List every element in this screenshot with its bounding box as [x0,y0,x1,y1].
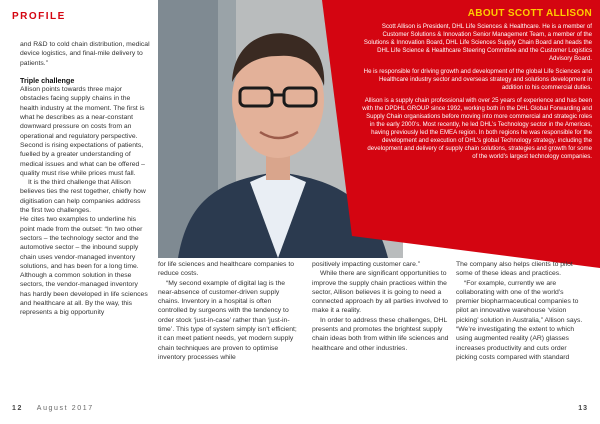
subheading: Triple challenge [20,75,75,85]
article-paragraph: “My second example of digital lag is the near-absence of customer-driven supply chains. Inventory in a hospital is often controlled by surgeons with the tendency to order stock ‘just-in-case’ rather than ‘just-in-time’. This type of system simply isn’t efficient; it can meet patient needs, yet modern supply chain techniques are proven to optimise inventory processes while [158,279,297,361]
sidebar-title: ABOUT SCOTT ALLISON [467,8,592,19]
article-paragraph: Allison points towards three major obstacles facing supply chains in the health industry at the moment. The first is what he describes as a near-constant downward pressure on costs from an operational and regulatory perspective. Second is rising expectations of patients, fuelled by a greater understanding of medical issues and what can be offered – quality must rise while prices must fall. [20,86,145,177]
footer-left [12,405,94,412]
article-paragraph: The company also helps clients to pilot some of these ideas and practices. [456,261,573,278]
article-column-1 [20,40,150,318]
sidebar-paragraph: Allison is a supply chain professional with over 25 years of experience and has been with the DPDHL GROUP since 1992, working both in the DHL Global Forwarding and Supply Chain organisations before moving into more commercial and strategic roles in the early 2000’s. Most recently, he led DHL’s Technology sector in the Americas, having previously led the EMEA region. In both regions he was responsible for the development and execution of DHL’s global Technology strategy, including the development and delivery of supply chain solutions, strategies and growth for some of the world’s largest technology companies. [362,97,592,160]
article-paragraph: for life sciences and healthcare companies to reduce costs. [158,261,295,278]
article-paragraph: It is the third challenge that Allison believes ties the rest together, chiefly how digitisation can help companies address the first two challenges. [20,179,146,215]
page-number-left: 12 [12,405,23,412]
article-paragraph: He cites two examples to underline his point made from the outset: “In two other sectors – the technology sector and the automotive sector – the inbound supply chain uses vendor-managed inventory solutions, and has been for a long time. Although a common solution in these sectors, the vendor-managed inventory has hardly been developed in life sciences and healthcare at all. By the way, this represents a big opportunity [20,216,148,317]
article-paragraph: and R&D to cold chain distribution, medical device logistics, and final-mile delivery to patients.” [20,41,150,67]
article-paragraph: While there are significant opportunities to improve the supply chain practices within the sector, Allison believes it is going to need a connected approach by all parties involved to make it a reality. [312,270,449,315]
article-paragraph: “For example, currently we are collaborating with one of the world’s premier biopharmaceutical companies to pilot an innovative warehouse ‘vision picking’ solution in Australia,” Allison says. “We’re investigating the extent to which using augmented reality (AR) glasses increases productivity and cuts order picking costs compared with standard [456,279,583,361]
about-sidebar [322,0,600,268]
article-paragraph: positively impacting customer care.” [312,261,421,268]
article-column-4 [456,260,586,362]
section-label: PROFILE [12,11,66,22]
sidebar-paragraph: He is responsible for driving growth and development of the global Life Sciences and Healthcare industry sector and overseas strategy and solutions development in addition to his commercial duties. [363,68,592,91]
page-number-right: 13 [578,405,588,412]
article-paragraph: In order to address these challenges, DHL presents and promotes the brightest supply chain ideas both from within life sciences and healthcare and other industries. [312,316,449,352]
article-column-3 [312,260,452,353]
sidebar-paragraph: Scott Allison is President, DHL Life Sciences & Healthcare. He is a member of Customer Solutions & Innovation Senior Management Team, a member of the Solutions & Innovation Board, DHL Life Sciences Supply Chain Board and heads the DHL Life Science & Healthcare Steering Committee and the Customer Logistics Advisory Board. [363,23,592,62]
issue-date: August 2017 [36,405,94,412]
article-column-2 [158,260,298,362]
